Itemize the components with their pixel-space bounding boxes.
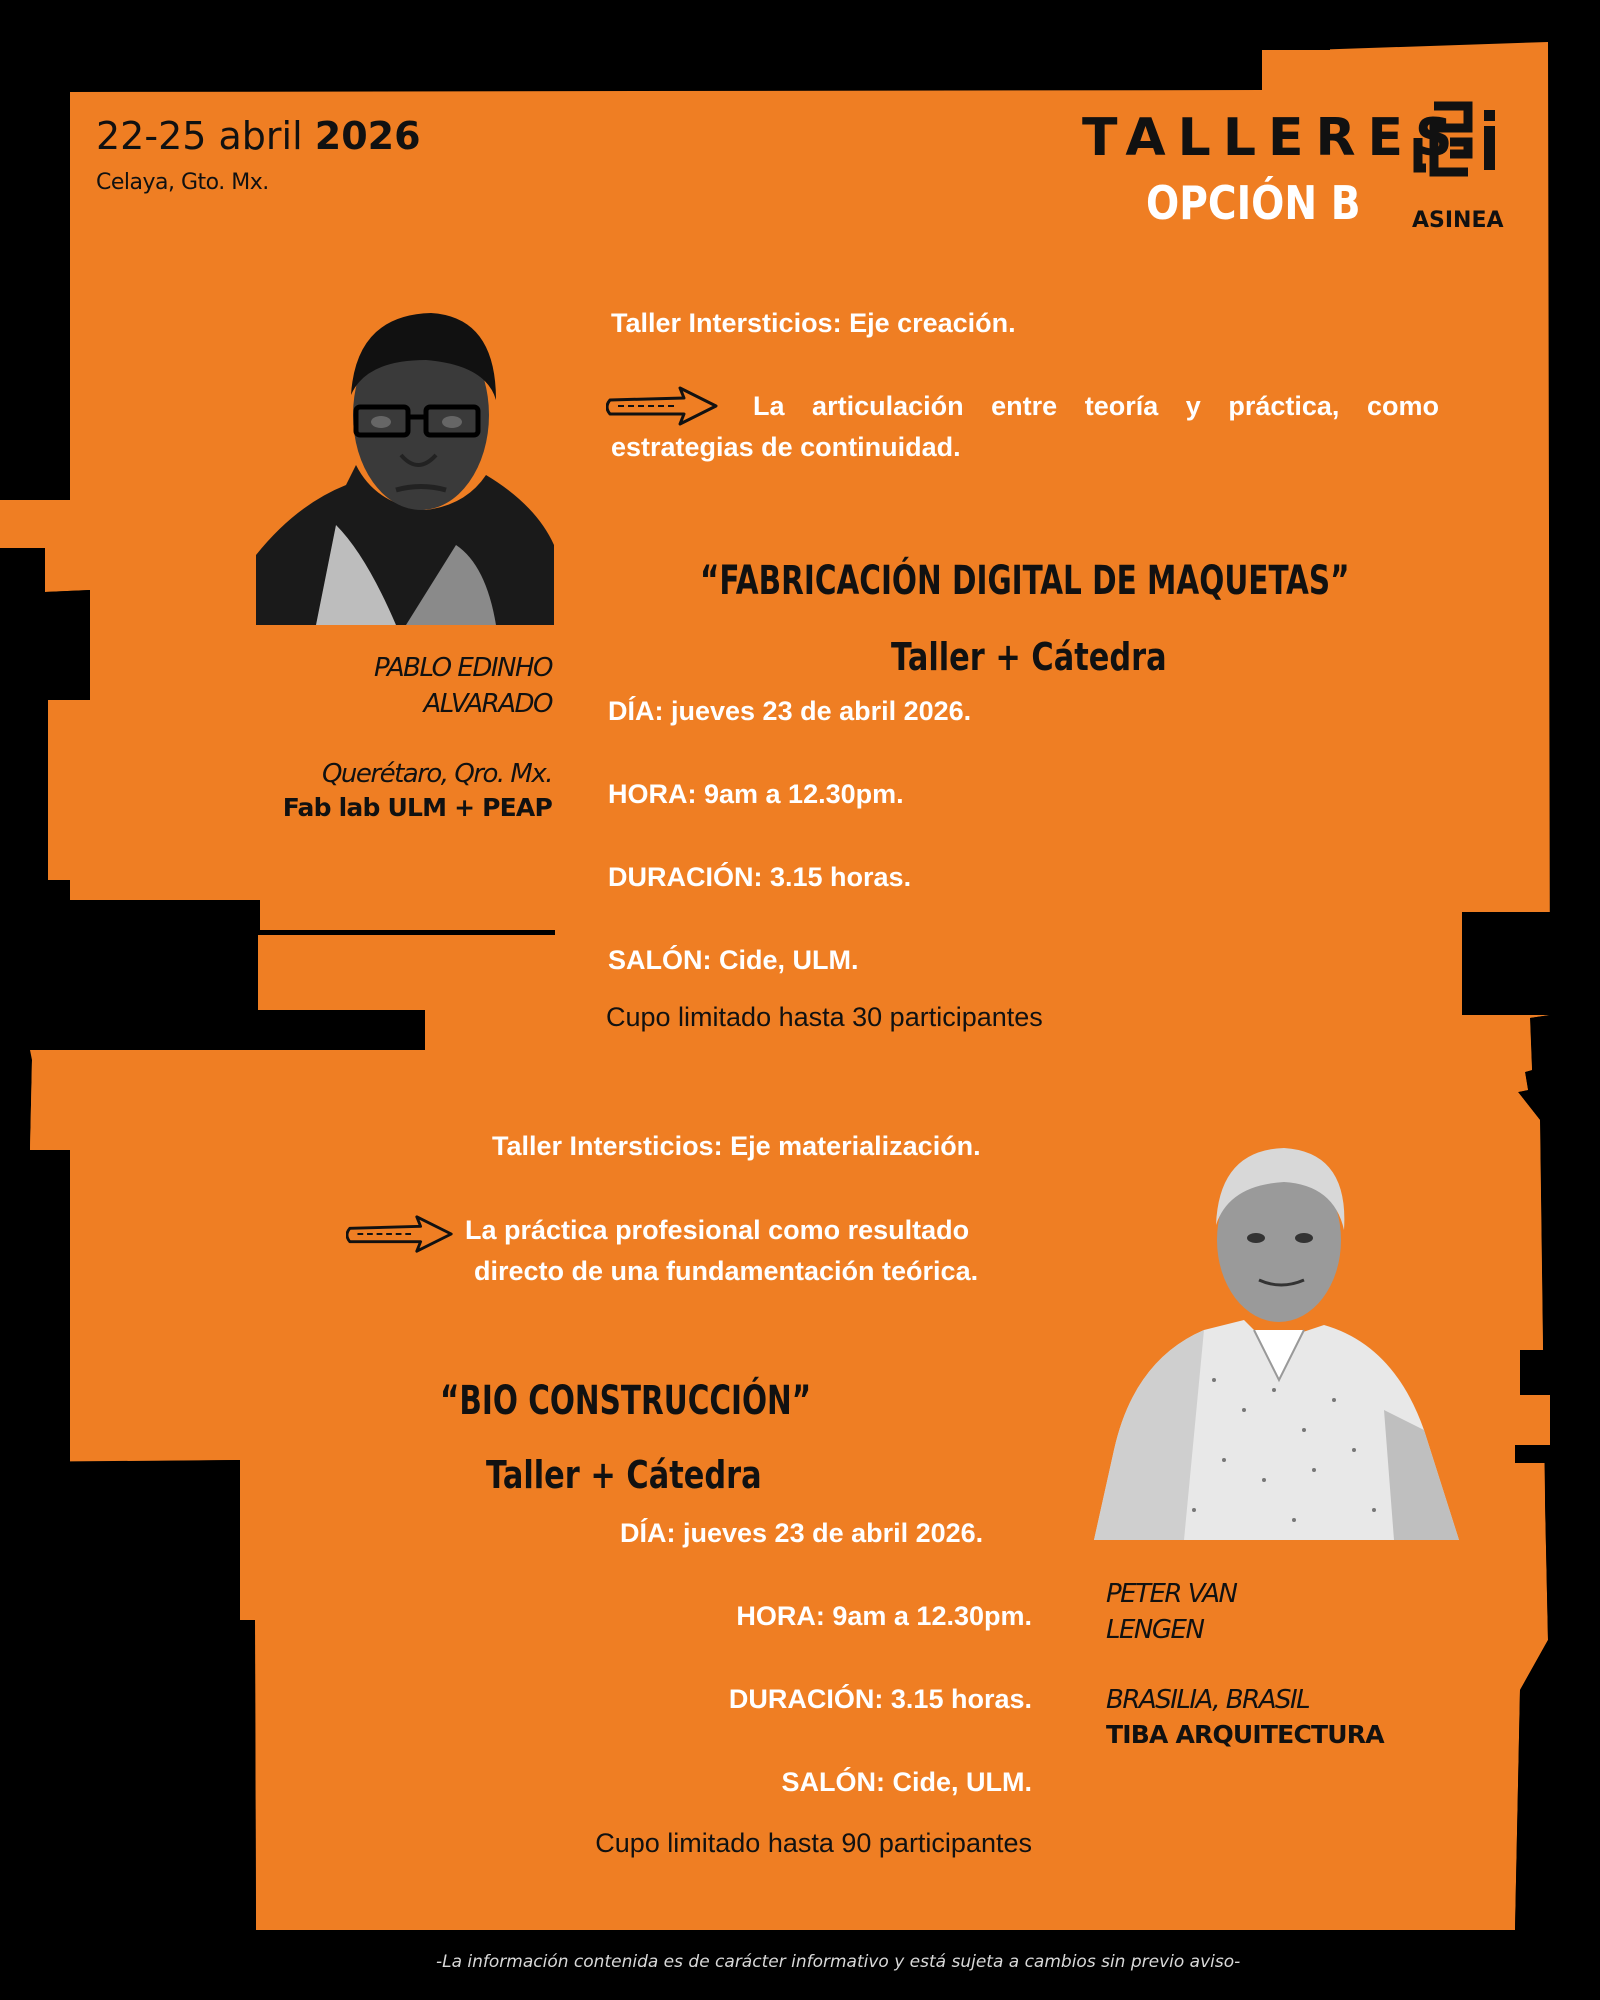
workshop-1-dia: DÍA: jueves 23 de abril 2026. [608,696,972,726]
arrow-right-icon [346,1212,456,1256]
speaker-1-organization: Fab lab ULM + PEAP [282,793,552,822]
event-dates-text: 22-25 abril [96,114,303,158]
workshop-1-title: “FABRICACIÓN DIGITAL DE MAQUETAS” [700,558,1350,604]
asinea-logo-icon [1410,98,1510,180]
speaker-2-name [1106,1576,1237,1648]
workshop-1-salon: SALÓN: Cide, ULM. [608,945,859,975]
workshop-2-cupo: Cupo limitado hasta 90 participantes [595,1828,1032,1858]
workshop-2-description-line2: directo de una fundamentación teórica. [474,1256,979,1286]
event-year: 2026 [314,114,421,158]
workshop-2-description [465,1210,1035,1292]
workshop-2-description-line1: La práctica profesional como resultado [465,1215,970,1245]
footer-disclaimer: -La información contenida es de carácter informativo y está sujeta a cambios sin previo aviso- [436,1952,1241,1972]
speaker-1-photo [256,305,554,625]
speaker-2-organization: TIBA ARQUITECTURA [1106,1720,1384,1749]
speaker-1-name-line1: PABLO EDINHO [373,653,552,683]
workshop-2-hora: HORA: 9am a 12.30pm. [736,1601,1032,1631]
workshop-1-cupo: Cupo limitado hasta 30 participantes [606,1002,1043,1032]
speaker-2-name-line1: PETER VAN [1106,1579,1237,1609]
workshop-2-lead: Taller Intersticios: Eje materialización. [492,1131,981,1161]
speaker-1-name [260,650,552,722]
workshop-2-salon: SALÓN: Cide, ULM. [781,1767,1032,1797]
speaker-1-name-line2: ALVARADO [423,689,552,719]
event-city: Celaya, Gto. Mx. [96,170,269,195]
talleres-heading: TALLERES [1082,108,1465,168]
opcion-heading: OPCIÓN B [1146,176,1361,230]
event-dates [96,114,421,158]
asinea-logo-text: ASINEA [1412,208,1504,233]
speaker-2-photo [1094,1130,1464,1540]
workshop-1-hora: HORA: 9am a 12.30pm. [608,779,904,809]
workshop-2-subtitle: Taller + Cátedra [486,1453,762,1497]
workshop-1-description: La articulación entre teoría y práctica, como estrategias de continuidad. [611,391,1439,462]
workshop-2-title: “BIO CONSTRUCCIÓN” [440,1378,812,1424]
workshop-1-lead: Taller Intersticios: Eje creación. [611,308,1016,338]
workshop-1-subtitle: Taller + Cátedra [891,635,1167,679]
workshop-1-duracion: DURACIÓN: 3.15 horas. [608,862,912,892]
workshop-2-dia: DÍA: jueves 23 de abril 2026. [620,1518,984,1548]
speaker-1-location: Querétaro, Qro. Mx. [321,759,552,789]
workshop-2-duracion: DURACIÓN: 3.15 horas. [728,1684,1032,1714]
speaker-2-location: BRASILIA, BRASIL [1106,1685,1310,1715]
speaker-2-name-line2: LENGEN [1106,1615,1204,1645]
